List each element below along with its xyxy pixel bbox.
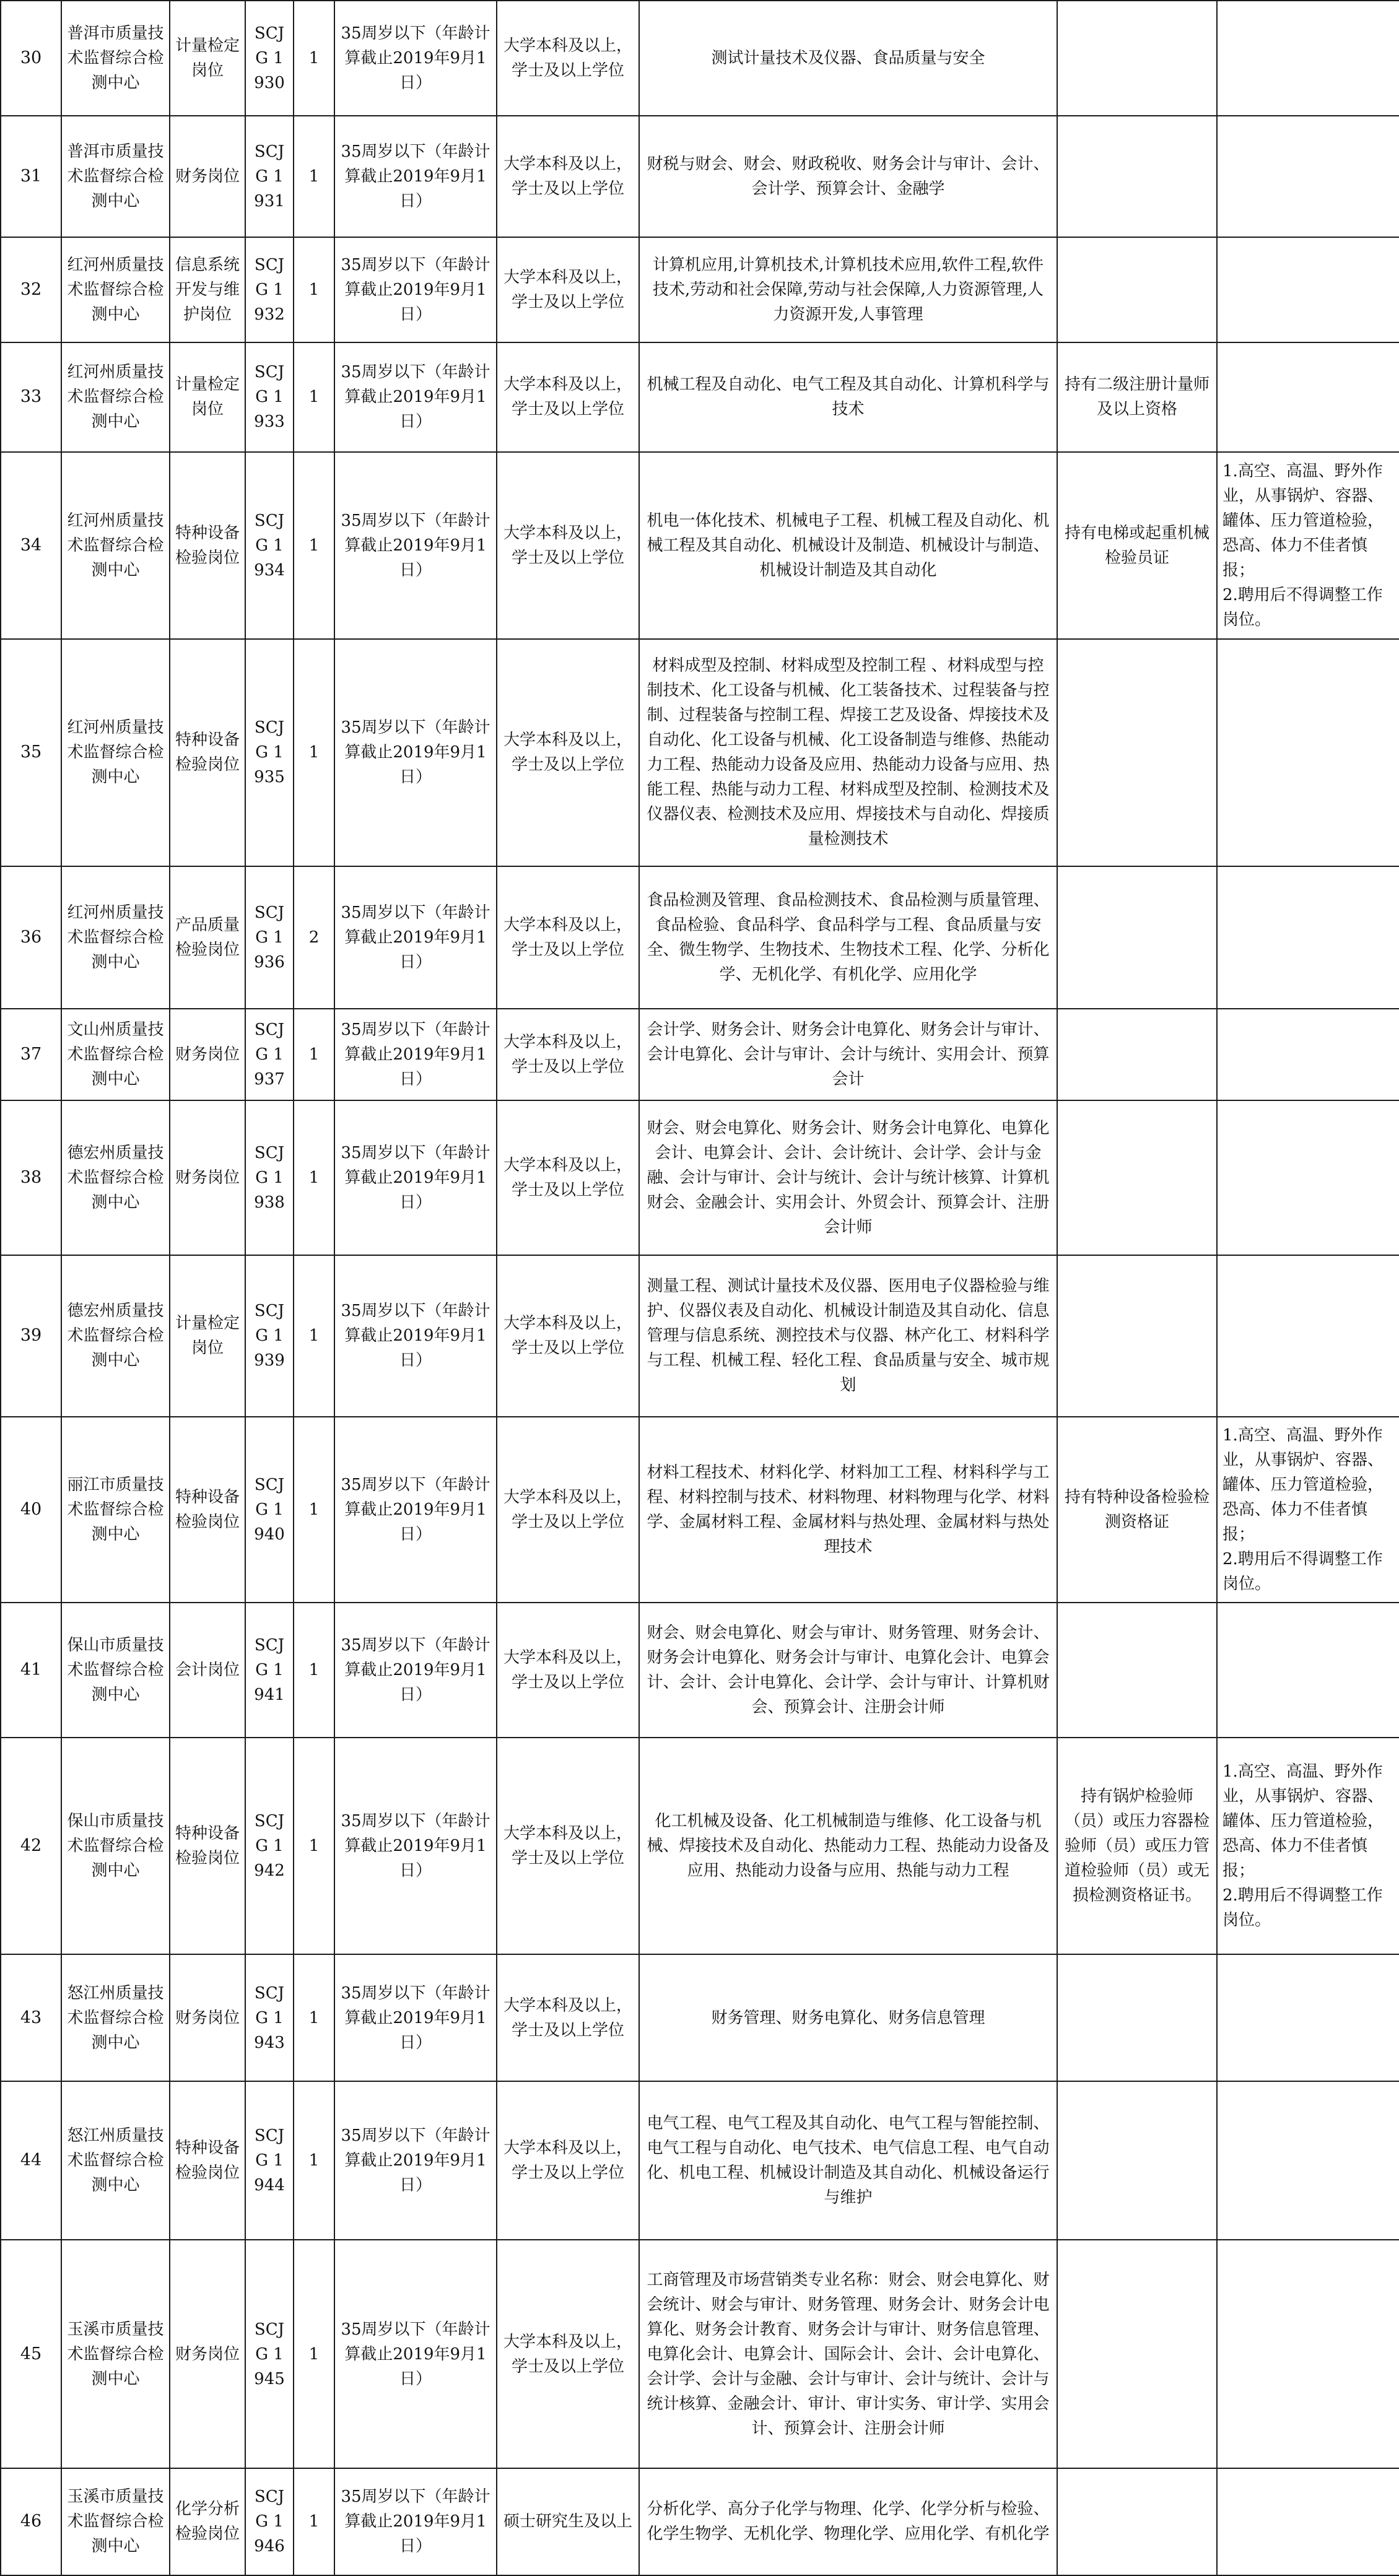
cell-major: 测试计量技术及仪器、食品质量与安全 bbox=[639, 1, 1057, 116]
cell-unit: 普洱市质量技术监督综合检测中心 bbox=[61, 116, 170, 237]
cell-code: SCJG 1942 bbox=[245, 1738, 294, 1954]
cell-requirement bbox=[1057, 639, 1217, 866]
cell-post: 信息系统开发与维护岗位 bbox=[170, 237, 245, 342]
cell-age: 35周岁以下（年龄计算截止2019年9月1日） bbox=[334, 1100, 497, 1255]
cell-age: 35周岁以下（年龄计算截止2019年9月1日） bbox=[334, 237, 497, 342]
cell-post: 化学分析检验岗位 bbox=[170, 2468, 245, 2575]
table-row bbox=[1, 237, 1399, 342]
cell-major: 财会、财会电算化、财会与审计、财务管理、财务会计、财务会计电算化、财务会计与审计、电算化会计、电算会计、会计、会计电算化、会计学、会计与审计、计算机财会、预算会计、注册会计师 bbox=[639, 1603, 1057, 1738]
cell-count: 1 bbox=[294, 116, 334, 237]
cell-code: SCJG 1936 bbox=[245, 866, 294, 1009]
table-row bbox=[1, 1100, 1399, 1255]
cell-major: 电气工程、电气工程及其自动化、电气工程与智能控制、电气工程与自动化、电气技术、电气信息工程、电气自动化、机电工程、机械设计制造及其自动化、机械设备运行与维护 bbox=[639, 2081, 1057, 2240]
cell-count: 1 bbox=[294, 1954, 334, 2081]
table-row bbox=[1, 1417, 1399, 1603]
cell-unit: 普洱市质量技术监督综合检测中心 bbox=[61, 1, 170, 116]
table-row bbox=[1, 639, 1399, 866]
cell-count: 2 bbox=[294, 866, 334, 1009]
cell-no: 38 bbox=[1, 1100, 61, 1255]
cell-remark: 1.高空、高温、野外作业，从事锅炉、容器、罐体、压力管道检验，恐高、体力不佳者慎报； 2.聘用后不得调整工作岗位。 bbox=[1217, 452, 1399, 639]
cell-age: 35周岁以下（年龄计算截止2019年9月1日） bbox=[334, 1738, 497, 1954]
cell-remark bbox=[1217, 866, 1399, 1009]
cell-post: 计量检定岗位 bbox=[170, 342, 245, 451]
cell-major: 会计学、财务会计、财务会计电算化、财务会计与审计、会计电算化、会计与审计、会计与统计、实用会计、预算会计 bbox=[639, 1009, 1057, 1100]
cell-post: 计量检定岗位 bbox=[170, 1, 245, 116]
cell-requirement bbox=[1057, 1, 1217, 116]
cell-unit: 保山市质量技术监督综合检测中心 bbox=[61, 1603, 170, 1738]
cell-count: 1 bbox=[294, 2240, 334, 2468]
table-row bbox=[1, 1738, 1399, 1954]
cell-age: 35周岁以下（年龄计算截止2019年9月1日） bbox=[334, 639, 497, 866]
table-row bbox=[1, 866, 1399, 1009]
cell-major: 财务管理、财务电算化、财务信息管理 bbox=[639, 1954, 1057, 2081]
cell-code: SCJG 1933 bbox=[245, 342, 294, 451]
cell-count: 1 bbox=[294, 1, 334, 116]
cell-education: 大学本科及以上，学士及以上学位 bbox=[497, 1255, 639, 1416]
cell-post: 财务岗位 bbox=[170, 116, 245, 237]
cell-count: 1 bbox=[294, 342, 334, 451]
cell-major: 机械工程及自动化、电气工程及其自动化、计算机科学与技术 bbox=[639, 342, 1057, 451]
cell-age: 35周岁以下（年龄计算截止2019年9月1日） bbox=[334, 116, 497, 237]
cell-requirement: 持有锅炉检验师（员）或压力容器检验师（员）或压力管道检验师（员）或无损检测资格证书。 bbox=[1057, 1738, 1217, 1954]
cell-code: SCJG 1946 bbox=[245, 2468, 294, 2575]
cell-unit: 红河州质量技术监督综合检测中心 bbox=[61, 639, 170, 866]
cell-code: SCJG 1939 bbox=[245, 1255, 294, 1416]
cell-remark bbox=[1217, 116, 1399, 237]
cell-education: 大学本科及以上，学士及以上学位 bbox=[497, 116, 639, 237]
cell-no: 31 bbox=[1, 116, 61, 237]
cell-remark bbox=[1217, 1009, 1399, 1100]
cell-education: 大学本科及以上，学士及以上学位 bbox=[497, 2240, 639, 2468]
cell-post: 财务岗位 bbox=[170, 1954, 245, 2081]
cell-remark bbox=[1217, 1255, 1399, 1416]
cell-code: SCJG 1940 bbox=[245, 1417, 294, 1603]
cell-count: 1 bbox=[294, 639, 334, 866]
cell-unit: 保山市质量技术监督综合检测中心 bbox=[61, 1738, 170, 1954]
cell-education: 大学本科及以上，学士及以上学位 bbox=[497, 1954, 639, 2081]
cell-requirement bbox=[1057, 237, 1217, 342]
cell-no: 33 bbox=[1, 342, 61, 451]
cell-count: 1 bbox=[294, 1009, 334, 1100]
cell-no: 36 bbox=[1, 866, 61, 1009]
cell-requirement: 持有二级注册计量师及以上资格 bbox=[1057, 342, 1217, 451]
cell-code: SCJG 1932 bbox=[245, 237, 294, 342]
cell-code: SCJG 1931 bbox=[245, 116, 294, 237]
cell-unit: 红河州质量技术监督综合检测中心 bbox=[61, 342, 170, 451]
cell-no: 41 bbox=[1, 1603, 61, 1738]
cell-code: SCJG 1945 bbox=[245, 2240, 294, 2468]
cell-no: 32 bbox=[1, 237, 61, 342]
cell-age: 35周岁以下（年龄计算截止2019年9月1日） bbox=[334, 1, 497, 116]
cell-education: 硕士研究生及以上 bbox=[497, 2468, 639, 2575]
cell-age: 35周岁以下（年龄计算截止2019年9月1日） bbox=[334, 866, 497, 1009]
cell-unit: 玉溪市质量技术监督综合检测中心 bbox=[61, 2240, 170, 2468]
cell-post: 特种设备检验岗位 bbox=[170, 639, 245, 866]
cell-remark bbox=[1217, 1603, 1399, 1738]
cell-remark bbox=[1217, 639, 1399, 866]
cell-major: 材料工程技术、材料化学、材料加工工程、材料科学与工程、材料控制与技术、材料物理、材料物理与化学、材料学、金属材料工程、金属材料与热处理、金属材料与热处理技术 bbox=[639, 1417, 1057, 1603]
cell-code: SCJG 1938 bbox=[245, 1100, 294, 1255]
cell-post: 财务岗位 bbox=[170, 2240, 245, 2468]
cell-age: 35周岁以下（年龄计算截止2019年9月1日） bbox=[334, 1255, 497, 1416]
cell-education: 大学本科及以上，学士及以上学位 bbox=[497, 1738, 639, 1954]
cell-major: 财税与财会、财会、财政税收、财务会计与审计、会计、会计学、预算会计、金融学 bbox=[639, 116, 1057, 237]
cell-unit: 红河州质量技术监督综合检测中心 bbox=[61, 237, 170, 342]
cell-requirement bbox=[1057, 2240, 1217, 2468]
cell-code: SCJG 1937 bbox=[245, 1009, 294, 1100]
cell-education: 大学本科及以上，学士及以上学位 bbox=[497, 866, 639, 1009]
cell-major: 财会、财会电算化、财务会计、财务会计电算化、电算化会计、电算会计、会计、会计统计、会计学、会计与金融、会计与审计、会计与统计、会计与统计核算、计算机财会、金融会计、实用会计、外贸会计、预算会计、注册会计师 bbox=[639, 1100, 1057, 1255]
cell-no: 43 bbox=[1, 1954, 61, 2081]
cell-major: 食品检测及管理、食品检测技术、食品检测与质量管理、食品检验、食品科学、食品科学与工程、食品质量与安全、微生物学、生物技术、生物技术工程、化学、分析化学、无机化学、有机化学、应用化学 bbox=[639, 866, 1057, 1009]
cell-no: 30 bbox=[1, 1, 61, 116]
cell-unit: 文山州质量技术监督综合检测中心 bbox=[61, 1009, 170, 1100]
cell-unit: 怒江州质量技术监督综合检测中心 bbox=[61, 2081, 170, 2240]
cell-education: 大学本科及以上，学士及以上学位 bbox=[497, 452, 639, 639]
cell-count: 1 bbox=[294, 237, 334, 342]
cell-requirement bbox=[1057, 1100, 1217, 1255]
cell-code: SCJG 1941 bbox=[245, 1603, 294, 1738]
cell-post: 特种设备检验岗位 bbox=[170, 1417, 245, 1603]
cell-remark bbox=[1217, 237, 1399, 342]
cell-age: 35周岁以下（年龄计算截止2019年9月1日） bbox=[334, 1603, 497, 1738]
cell-count: 1 bbox=[294, 1603, 334, 1738]
cell-count: 1 bbox=[294, 2468, 334, 2575]
cell-age: 35周岁以下（年龄计算截止2019年9月1日） bbox=[334, 1954, 497, 2081]
cell-age: 35周岁以下（年龄计算截止2019年9月1日） bbox=[334, 452, 497, 639]
cell-post: 产品质量检验岗位 bbox=[170, 866, 245, 1009]
table-row bbox=[1, 2240, 1399, 2468]
table-row bbox=[1, 1009, 1399, 1100]
cell-requirement: 持有特种设备检验检测资格证 bbox=[1057, 1417, 1217, 1603]
cell-no: 44 bbox=[1, 2081, 61, 2240]
cell-no: 42 bbox=[1, 1738, 61, 1954]
table-body bbox=[1, 1, 1399, 2575]
cell-remark bbox=[1217, 1954, 1399, 2081]
cell-requirement bbox=[1057, 2081, 1217, 2240]
cell-age: 35周岁以下（年龄计算截止2019年9月1日） bbox=[334, 2081, 497, 2240]
cell-count: 1 bbox=[294, 1738, 334, 1954]
cell-unit: 怒江州质量技术监督综合检测中心 bbox=[61, 1954, 170, 2081]
cell-remark bbox=[1217, 2468, 1399, 2575]
cell-education: 大学本科及以上，学士及以上学位 bbox=[497, 2081, 639, 2240]
cell-education: 大学本科及以上，学士及以上学位 bbox=[497, 1417, 639, 1603]
table-row bbox=[1, 342, 1399, 451]
cell-remark: 1.高空、高温、野外作业，从事锅炉、容器、罐体、压力管道检验，恐高、体力不佳者慎报； 2.聘用后不得调整工作岗位。 bbox=[1217, 1417, 1399, 1603]
cell-post: 财务岗位 bbox=[170, 1009, 245, 1100]
cell-remark bbox=[1217, 1100, 1399, 1255]
cell-code: SCJG 1934 bbox=[245, 452, 294, 639]
cell-education: 大学本科及以上，学士及以上学位 bbox=[497, 237, 639, 342]
table-row bbox=[1, 116, 1399, 237]
cell-post: 特种设备检验岗位 bbox=[170, 452, 245, 639]
cell-code: SCJG 1944 bbox=[245, 2081, 294, 2240]
cell-count: 1 bbox=[294, 1100, 334, 1255]
cell-count: 1 bbox=[294, 1417, 334, 1603]
cell-education: 大学本科及以上，学士及以上学位 bbox=[497, 1, 639, 116]
cell-major: 测量工程、测试计量技术及仪器、医用电子仪器检验与维护、仪器仪表及自动化、机械设计制造及其自动化、信息管理与信息系统、测控技术与仪器、林产化工、材料科学与工程、机械工程、轻化工程、食品质量与安全、城市规划 bbox=[639, 1255, 1057, 1416]
cell-major: 机电一体化技术、机械电子工程、机械工程及自动化、机械工程及其自动化、机械设计及制造、机械设计与制造、机械设计制造及其自动化 bbox=[639, 452, 1057, 639]
cell-requirement: 持有电梯或起重机械检验员证 bbox=[1057, 452, 1217, 639]
cell-education: 大学本科及以上，学士及以上学位 bbox=[497, 1100, 639, 1255]
cell-code: SCJG 1930 bbox=[245, 1, 294, 116]
cell-major: 化工机械及设备、化工机械制造与维修、化工设备与机械、焊接技术及自动化、热能动力工程、热能动力设备及应用、热能动力设备与应用、热能与动力工程 bbox=[639, 1738, 1057, 1954]
cell-post: 计量检定岗位 bbox=[170, 1255, 245, 1416]
cell-education: 大学本科及以上，学士及以上学位 bbox=[497, 639, 639, 866]
table-row bbox=[1, 1954, 1399, 2081]
cell-requirement bbox=[1057, 866, 1217, 1009]
cell-post: 特种设备检验岗位 bbox=[170, 2081, 245, 2240]
cell-unit: 红河州质量技术监督综合检测中心 bbox=[61, 452, 170, 639]
cell-no: 37 bbox=[1, 1009, 61, 1100]
cell-count: 1 bbox=[294, 2081, 334, 2240]
cell-post: 特种设备检验岗位 bbox=[170, 1738, 245, 1954]
cell-post: 财务岗位 bbox=[170, 1100, 245, 1255]
cell-major: 材料成型及控制、材料成型及控制工程 、材料成型与控制技术、化工设备与机械、化工装备技术、过程装备与控制、过程装备与控制工程、焊接工艺及设备、焊接技术及自动化、化工设备与机械、化工设备制造与维修、热能动力工程、热能动力设备及应用、热能动力设备与应用、热能工程、热能与动力工程、材料成型及控制、检测技术及仪器仪表、检测技术及应用、焊接技术与自动化、焊接质量检测技术 bbox=[639, 639, 1057, 866]
cell-code: SCJG 1935 bbox=[245, 639, 294, 866]
cell-unit: 德宏州质量技术监督综合检测中心 bbox=[61, 1100, 170, 1255]
cell-education: 大学本科及以上，学士及以上学位 bbox=[497, 342, 639, 451]
cell-unit: 玉溪市质量技术监督综合检测中心 bbox=[61, 2468, 170, 2575]
cell-no: 39 bbox=[1, 1255, 61, 1416]
cell-post: 会计岗位 bbox=[170, 1603, 245, 1738]
cell-major: 计算机应用,计算机技术,计算机技术应用,软件工程,软件技术,劳动和社会保障,劳动与社会保障,人力资源管理,人力资源开发,人事管理 bbox=[639, 237, 1057, 342]
cell-major: 工商管理及市场营销类专业名称：财会、财会电算化、财会统计、财会与审计、财务管理、财务会计、财务会计电算化、财务会计教育、财务会计与审计、财务信息管理、电算化会计、电算会计、国际会计、会计、会计电算化、会计学、会计与金融、会计与审计、会计与统计、会计与统计核算、金融会计、审计、审计实务、审计学、实用会计、预算会计、注册会计师 bbox=[639, 2240, 1057, 2468]
cell-requirement bbox=[1057, 116, 1217, 237]
cell-age: 35周岁以下（年龄计算截止2019年9月1日） bbox=[334, 2240, 497, 2468]
cell-remark bbox=[1217, 2081, 1399, 2240]
cell-unit: 德宏州质量技术监督综合检测中心 bbox=[61, 1255, 170, 1416]
cell-no: 34 bbox=[1, 452, 61, 639]
table-row bbox=[1, 1255, 1399, 1416]
cell-age: 35周岁以下（年龄计算截止2019年9月1日） bbox=[334, 342, 497, 451]
cell-unit: 丽江市质量技术监督综合检测中心 bbox=[61, 1417, 170, 1603]
cell-requirement bbox=[1057, 1603, 1217, 1738]
cell-code: SCJG 1943 bbox=[245, 1954, 294, 2081]
cell-requirement bbox=[1057, 1255, 1217, 1416]
cell-count: 1 bbox=[294, 452, 334, 639]
cell-education: 大学本科及以上，学士及以上学位 bbox=[497, 1603, 639, 1738]
table-row bbox=[1, 1603, 1399, 1738]
cell-age: 35周岁以下（年龄计算截止2019年9月1日） bbox=[334, 1009, 497, 1100]
cell-education: 大学本科及以上，学士及以上学位 bbox=[497, 1009, 639, 1100]
cell-major: 分析化学、高分子化学与物理、化学、化学分析与检验、化学生物学、无机化学、物理化学、应用化学、有机化学 bbox=[639, 2468, 1057, 2575]
cell-age: 35周岁以下（年龄计算截止2019年9月1日） bbox=[334, 2468, 497, 2575]
cell-requirement bbox=[1057, 1009, 1217, 1100]
cell-requirement bbox=[1057, 1954, 1217, 2081]
table-row bbox=[1, 2081, 1399, 2240]
cell-no: 46 bbox=[1, 2468, 61, 2575]
cell-remark bbox=[1217, 2240, 1399, 2468]
cell-age: 35周岁以下（年龄计算截止2019年9月1日） bbox=[334, 1417, 497, 1603]
table-row bbox=[1, 1, 1399, 116]
cell-no: 35 bbox=[1, 639, 61, 866]
cell-remark: 1.高空、高温、野外作业，从事锅炉、容器、罐体、压力管道检验，恐高、体力不佳者慎报； 2.聘用后不得调整工作岗位。 bbox=[1217, 1738, 1399, 1954]
cell-count: 1 bbox=[294, 1255, 334, 1416]
table-row bbox=[1, 452, 1399, 639]
cell-remark bbox=[1217, 1, 1399, 116]
cell-no: 40 bbox=[1, 1417, 61, 1603]
table-row bbox=[1, 2468, 1399, 2575]
cell-requirement bbox=[1057, 2468, 1217, 2575]
cell-remark bbox=[1217, 342, 1399, 451]
cell-no: 45 bbox=[1, 2240, 61, 2468]
cell-unit: 红河州质量技术监督综合检测中心 bbox=[61, 866, 170, 1009]
